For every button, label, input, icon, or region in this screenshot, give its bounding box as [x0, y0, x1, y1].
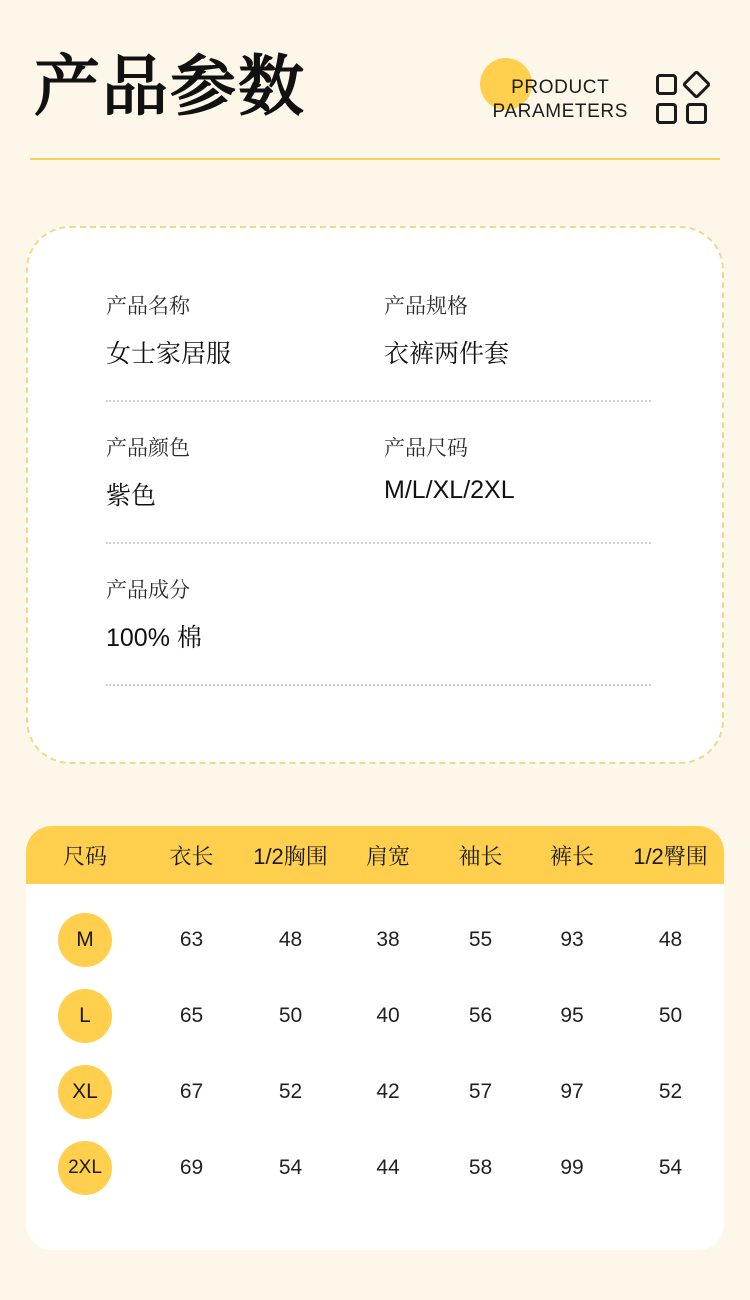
spec-divider	[106, 400, 651, 402]
size-table-header-cell: 尺码	[62, 843, 107, 869]
table-cell: 95	[560, 1004, 584, 1027]
logo-square-top-left	[656, 74, 677, 95]
table-cell: 55	[468, 928, 493, 951]
table-cell: 99	[560, 1156, 584, 1179]
table-cell: 54	[278, 1156, 303, 1179]
table-cell: 58	[468, 1156, 493, 1179]
spec-row	[106, 432, 662, 512]
table-row	[26, 1130, 724, 1206]
size-table-header-cell: 衣长	[169, 843, 214, 869]
table-bottom-padding	[26, 1206, 724, 1250]
size-badge: 2XL	[58, 1141, 112, 1195]
logo-diamond-top-right	[682, 70, 712, 100]
spec-value: M/L/XL/2XL	[384, 476, 515, 504]
size-table-header-cell: 袖长	[458, 843, 503, 869]
spec-value: 紫色	[106, 482, 157, 510]
size-table-header-row	[26, 826, 724, 884]
table-cell: 63	[179, 928, 204, 951]
spec-divider	[106, 684, 651, 686]
spec-value: 衣裤两件套	[384, 340, 510, 368]
table-cell: 56	[468, 1004, 493, 1027]
spec-label: 产品成分	[106, 579, 190, 602]
table-cell: 54	[658, 1156, 683, 1179]
table-row	[26, 902, 724, 978]
table-cell: 50	[658, 1004, 683, 1027]
spec-card-content	[28, 228, 722, 686]
spec-cell-empty	[384, 574, 662, 654]
spec-label: 产品尺码	[384, 437, 468, 460]
four-shape-grid-icon	[656, 74, 710, 126]
size-table-header-cell: 1/2胸围	[253, 843, 328, 869]
table-cell: 38	[376, 928, 400, 951]
table-cell: 67	[179, 1080, 204, 1103]
spec-cell-product-size	[384, 432, 662, 512]
table-cell: 40	[376, 1004, 400, 1027]
table-cell: 97	[560, 1080, 584, 1103]
spec-row	[106, 290, 662, 370]
spec-label: 产品颜色	[106, 437, 190, 460]
size-badge: M	[58, 913, 112, 967]
table-cell: 65	[179, 1004, 204, 1027]
spec-divider	[106, 542, 651, 544]
spec-label: 产品名称	[106, 295, 190, 318]
subtitle-line-1: PRODUCT	[511, 77, 610, 99]
header-row	[30, 49, 720, 126]
size-cell	[26, 913, 144, 967]
size-cell	[26, 989, 144, 1043]
size-cell	[26, 1065, 144, 1119]
spec-row	[106, 574, 662, 654]
spec-card	[26, 226, 724, 764]
page-title: 产品参数	[34, 49, 306, 123]
english-subtitle	[492, 76, 628, 124]
logo-square-bottom-left	[656, 103, 677, 124]
table-cell: 50	[278, 1004, 303, 1027]
spec-cell-product-spec	[384, 290, 662, 370]
size-badge: XL	[58, 1065, 112, 1119]
size-badge: L	[58, 989, 112, 1043]
spec-value: 女士家居服	[106, 340, 232, 368]
table-cell: 93	[560, 928, 584, 951]
spec-cell-product-name	[106, 290, 384, 370]
table-cell: 52	[278, 1080, 303, 1103]
table-cell: 69	[179, 1156, 204, 1179]
subtitle-line-2: PARAMETERS	[492, 101, 628, 122]
table-cell: 48	[658, 928, 683, 951]
size-table-header-cell: 1/2臀围	[633, 843, 708, 869]
spec-label: 产品规格	[384, 295, 468, 318]
table-row	[26, 978, 724, 1054]
spec-value: 100% 棉	[106, 624, 202, 652]
spec-cell-product-material	[106, 574, 384, 654]
logo-square-bottom-right	[686, 103, 707, 124]
page-header	[0, 0, 750, 123]
table-cell: 52	[658, 1080, 683, 1103]
table-cell: 57	[468, 1080, 493, 1103]
table-row	[26, 1054, 724, 1130]
size-table	[26, 826, 724, 1250]
size-table-header-cell: 裤长	[549, 843, 594, 869]
table-cell: 44	[376, 1156, 400, 1179]
size-cell	[26, 1141, 144, 1195]
table-cell: 48	[278, 928, 303, 951]
spec-cell-product-color	[106, 432, 384, 512]
table-cell: 42	[376, 1080, 400, 1103]
header-divider	[30, 158, 720, 160]
header-right-group	[492, 74, 710, 126]
size-table-header-cell: 肩宽	[365, 843, 410, 869]
